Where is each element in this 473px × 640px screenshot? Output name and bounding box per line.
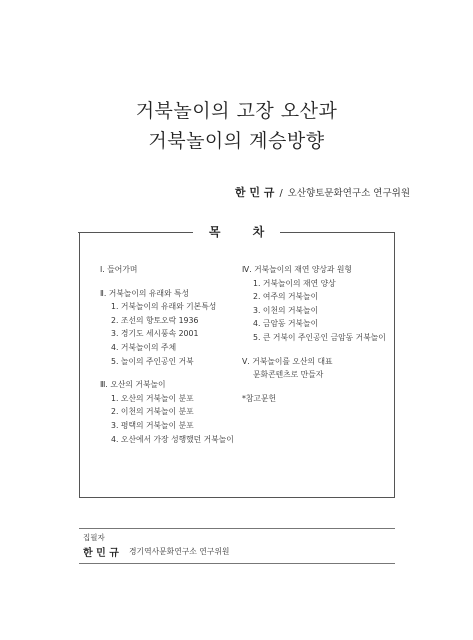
toc-entry: 1. 거북놀이의 유래와 기본특성 (111, 302, 217, 312)
toc-right-column (242, 263, 386, 405)
toc-entry: 1. 거북놀이의 재연 양상 (253, 278, 336, 288)
toc-section-heading: Ⅴ. 거북놀이를 오산의 대표 (242, 356, 333, 366)
document-title-line-1: 거북놀이의 고장 오산과 (135, 100, 338, 122)
writer-name: 한 민 규 (83, 548, 119, 559)
toc-spacer (242, 382, 386, 392)
toc-spacer (100, 277, 234, 287)
toc-entry: 2. 이천의 거북놀이 분포 (111, 407, 194, 417)
toc-entry: 3. 경기도 세시풍속 2001 (111, 329, 199, 339)
toc-section-heading: Ⅲ. 오산의 거북놀이 (100, 380, 166, 390)
toc-entry: 5. 놀이의 주인공인 거북 (111, 356, 194, 366)
toc-entry: 4. 거북놀이의 주체 (111, 342, 177, 352)
toc-entry: 1. 오산의 거북놀이 분포 (111, 393, 194, 403)
toc-heading: 목 차 (208, 225, 279, 239)
toc-section-heading: Ⅰ. 들어가며 (100, 265, 138, 274)
toc-entry: 2. 조선의 향토오락 1936 (111, 315, 199, 325)
toc-section-heading: *참고문헌 (242, 393, 277, 403)
author-line (235, 184, 410, 200)
author-affiliation: 오산향토문화연구소 연구위원 (287, 188, 410, 199)
toc-section-heading: Ⅳ. 거북놀이의 재연 양상과 원형 (242, 265, 352, 274)
toc-entry: 5. 큰 거북이 주인공인 금암동 거북놀이 (253, 332, 386, 342)
toc-spacer (100, 368, 234, 378)
toc-section-heading: Ⅱ. 거북놀이의 유래와 특성 (100, 288, 190, 298)
toc-entry: 문화콘텐츠로 만들자 (253, 370, 324, 380)
toc-entry: 2. 여주의 거북놀이 (253, 292, 319, 302)
writer-info-box (79, 528, 395, 564)
author-separator: / (279, 188, 283, 199)
toc-entry: 3. 평택의 거북놀이 분포 (111, 420, 194, 430)
author-name: 한 민 규 (234, 186, 275, 199)
toc-entry: 4. 오산에서 가장 성행했던 거북놀이 (111, 434, 234, 444)
toc-spacer (242, 345, 386, 355)
toc-left-column (100, 263, 234, 446)
toc-entry: 4. 금암동 거북놀이 (253, 319, 319, 329)
writer-label: 집필자 (83, 533, 105, 542)
toc-entry: 3. 이천의 거북놀이 (253, 305, 319, 315)
document-title-line-2: 거북놀이의 계승방향 (148, 130, 325, 152)
writer-organization: 경기역사문화연구소 연구위원 (129, 547, 230, 556)
